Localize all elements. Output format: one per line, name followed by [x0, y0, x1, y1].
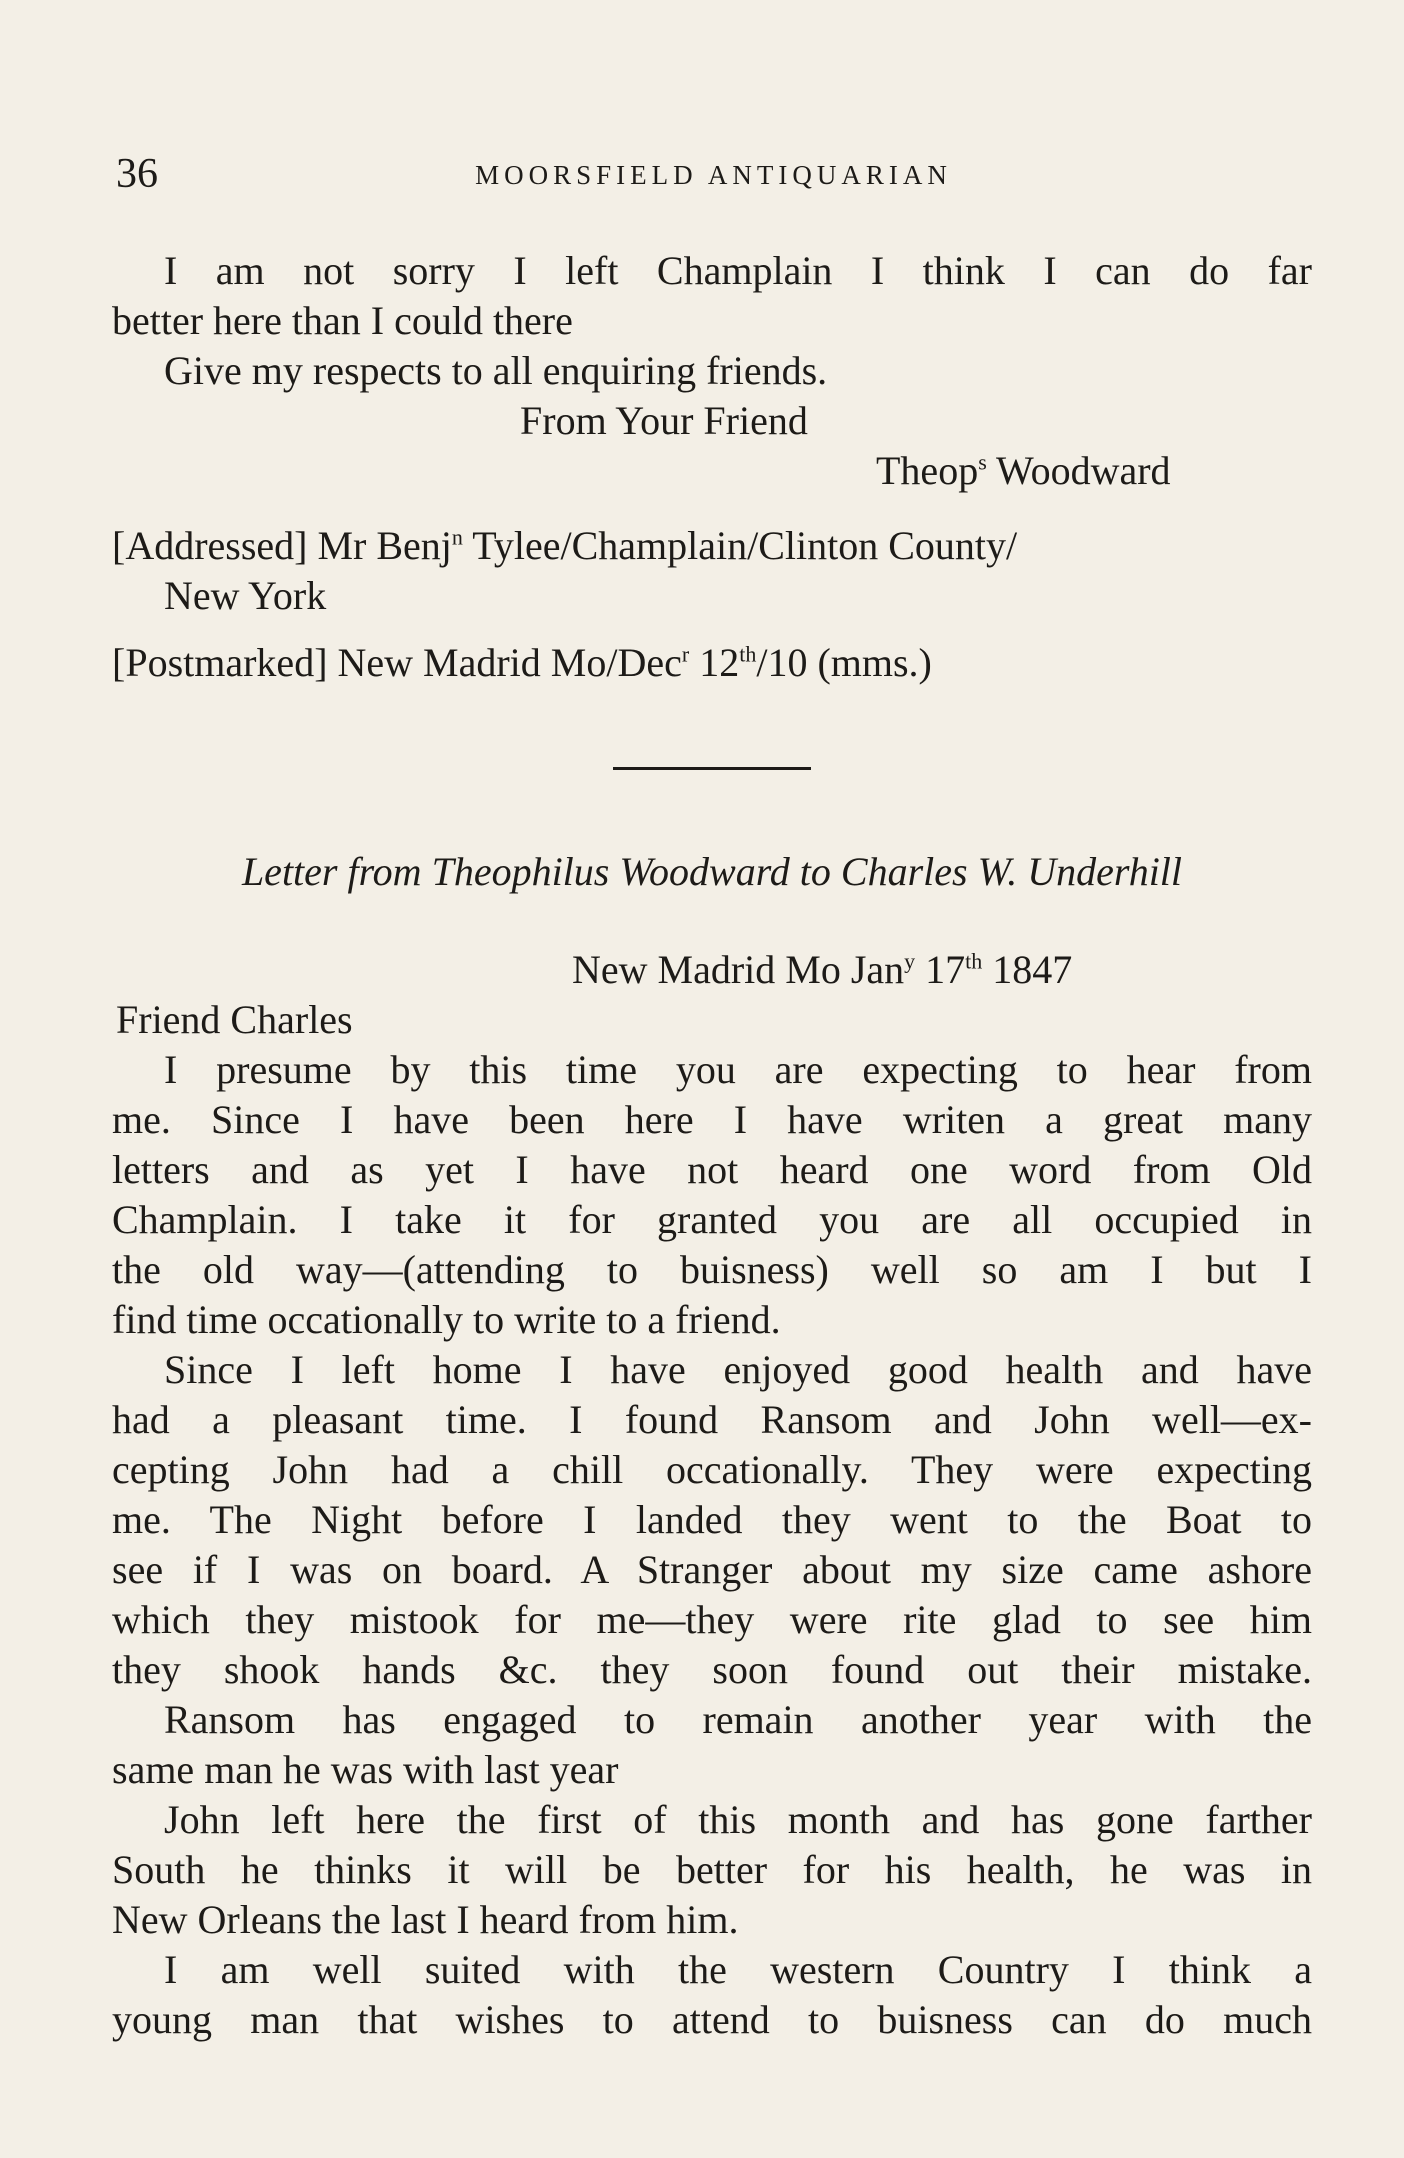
- text-line: John left here the first of this month and has gone farther: [164, 1797, 1312, 1842]
- address-note: [Addressed] Mr Benj$^n$ Tylee/Champlain/Clinton County/: [112, 523, 1018, 568]
- signature: Theop$^s$ Woodward: [876, 448, 1171, 493]
- section-divider: [613, 767, 811, 770]
- letter-continuation: [112, 246, 1312, 688]
- text-line: see if I was on board. A Stranger about my size came ashore: [112, 1547, 1312, 1592]
- text-line: which they mistook for me—they were rite glad to see him: [112, 1597, 1312, 1642]
- text-line: same man he was with last year: [112, 1747, 619, 1792]
- letter-body: [112, 945, 1312, 2045]
- text-line: Champlain. I take it for granted you are all occupied in: [112, 1197, 1312, 1242]
- text-line: better here than I could there: [112, 298, 573, 343]
- postmark-note: [Postmarked] New Madrid Mo/Dec$^r$ 12th/10 (mms.): [112, 640, 932, 685]
- letter-salutation: Friend Charles: [116, 997, 353, 1042]
- text-line: letters and as yet I have not heard one word from Old: [112, 1147, 1312, 1192]
- letter-title: Letter from Theophilus Woodward to Charles W. Underhill: [241, 849, 1183, 894]
- text-line: Give my respects to all enquiring friends.: [164, 348, 828, 393]
- text-line: I am not sorry I left Champlain I think I can do far: [164, 248, 1312, 293]
- text-line: New Orleans the last I heard from him.: [112, 1897, 739, 1942]
- text-line: me. The Night before I landed they went to the Boat to: [112, 1497, 1312, 1542]
- address-note-continued: New York: [164, 573, 327, 618]
- text-line: Ransom has engaged to remain another year with the: [164, 1697, 1312, 1742]
- page-number: 36: [116, 151, 158, 197]
- text-line: they shook hands &c. they soon found out their mistake.: [112, 1647, 1312, 1692]
- text-line: find time occationally to write to a friend.: [112, 1297, 781, 1342]
- text-line: I presume by this time you are expecting to hear from: [164, 1047, 1312, 1092]
- text-line: Since I left home I have enjoyed good health and have: [164, 1347, 1312, 1392]
- text-line: me. Since I have been here I have writen a great many: [112, 1097, 1312, 1142]
- page-header: [116, 150, 1311, 200]
- text-line: young man that wishes to attend to buisness can do much: [112, 1997, 1312, 2042]
- letter-dateline: New Madrid Mo Jan$^y$ 17th 1847: [572, 947, 1073, 992]
- text-line: the old way—(attending to buisness) well so am I but I: [112, 1247, 1312, 1292]
- text-line: had a pleasant time. I found Ransom and John well—ex-: [112, 1397, 1312, 1442]
- text-line: South he thinks it will be better for his health, he was in: [112, 1847, 1312, 1892]
- running-title: MOORSFIELD ANTIQUARIAN: [475, 160, 952, 190]
- closing: From Your Friend: [520, 398, 808, 443]
- text-line: cepting John had a chill occationally. They were expecting: [112, 1447, 1312, 1492]
- text-line: I am well suited with the western Country I think a: [164, 1947, 1312, 1992]
